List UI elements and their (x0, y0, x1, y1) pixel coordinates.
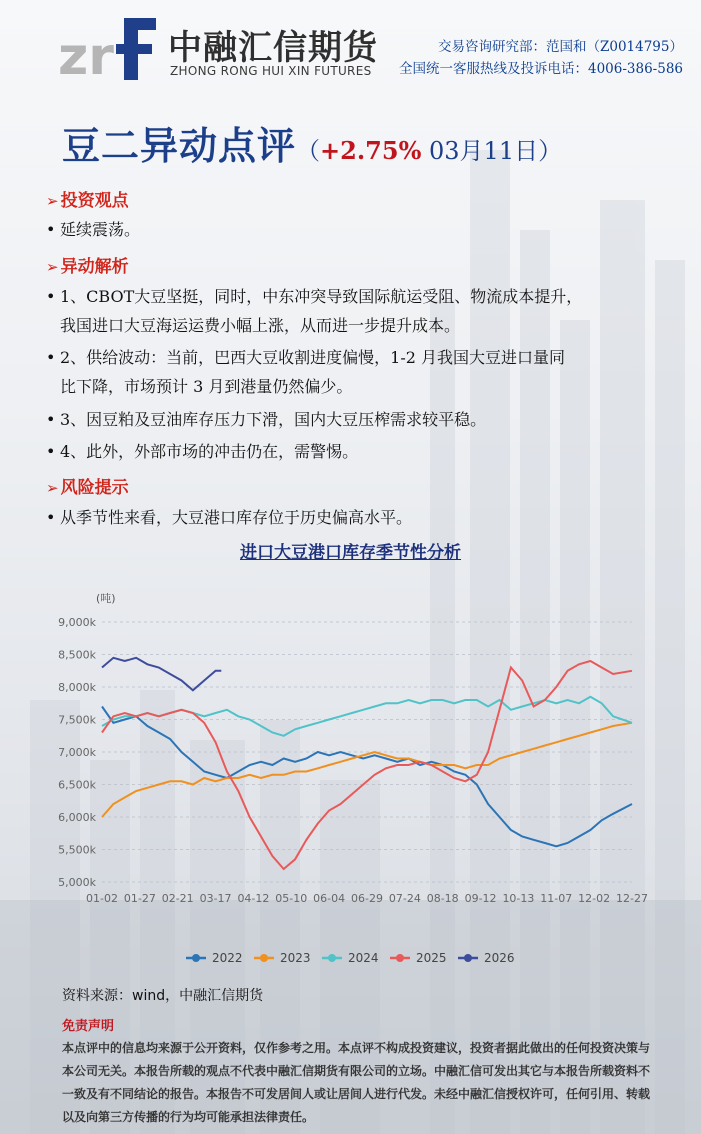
list-item (46, 504, 666, 532)
y-tick-label: 7,500k (58, 713, 96, 727)
series-line-2026 (102, 658, 221, 691)
section-analysis (46, 252, 129, 277)
y-tick-label: 7,000k (58, 746, 96, 759)
list-item (46, 216, 666, 244)
arrow-icon: ➢ (46, 192, 59, 210)
y-axis-unit-label: (吨) (96, 592, 116, 605)
legend-label-2024: 2024 (348, 951, 379, 965)
legend-label-2023: 2023 (280, 951, 311, 965)
series-line-2023 (102, 723, 632, 817)
list-item-text: 3、因豆粕及豆油库存压力下滑，国内大豆压榨需求较平稳。 (60, 410, 487, 429)
legend-label-2026: 2026 (484, 951, 515, 965)
y-tick-label: 9,000k (58, 616, 96, 629)
disclaimer-title: 免责声明 (62, 1019, 115, 1034)
y-tick-label: 5,500k (58, 843, 96, 857)
x-tick-label: 06-04 (313, 892, 346, 905)
title-main: 豆二异动点评 (62, 123, 297, 168)
x-tick-label: 07-24 (388, 892, 421, 905)
bullet-icon: • (46, 220, 56, 239)
y-tick-label: 8,500k (58, 648, 96, 662)
company-logo (58, 12, 378, 84)
section-investment-view (46, 186, 129, 211)
x-tick-label: 06-29 (351, 892, 383, 905)
section-title: 风险提示 (60, 478, 129, 498)
report-title (62, 115, 562, 170)
x-tick-label: 10-13 (502, 892, 535, 905)
disclaimer-text: 本点评中的信息均来源于公开资料，仅作参考之用。本点评不构成投资建议，投资者据此做出的任何投资决策与本公司无关。本报告所载的观点不代表中融汇信期货有限公司的立场。中融汇信可发出其它与本报告所载资料不一致及有不同结论的报告。本报告不可发居间人或让居间人进行代发。未经中融汇信授权许可，任何引用、转载以及向第三方传播的行为均可能承担法律责任。 (62, 1041, 651, 1124)
x-tick-label: 01-02 (86, 892, 118, 905)
section-title: 投资观点 (60, 191, 129, 211)
legend-label-2025: 2025 (416, 951, 447, 965)
x-tick-label: 03-17 (199, 892, 232, 905)
bullet-icon: • (46, 442, 56, 461)
title-date: 03月11日 (421, 137, 539, 165)
bullet-icon: • (46, 508, 56, 527)
list-item (46, 438, 666, 466)
hotline-contact: 全国统一客服热线及投诉电话：4006-386-586 (398, 61, 683, 77)
x-tick-label: 09-12 (464, 892, 497, 905)
list-item-continuation (46, 312, 666, 340)
legend-marker-2022 (192, 954, 200, 962)
x-tick-label: 01-27 (123, 892, 156, 905)
arrow-icon: ➢ (46, 479, 59, 497)
list-item-text: 2、供给波动：当前，巴西大豆收割进度偏慢，1-2 月我国大豆进口量同 (60, 348, 566, 367)
y-tick-label: 6,000k (58, 811, 96, 824)
data-source: 资料来源：wind，中融汇信期货 (62, 988, 264, 1004)
bullet-icon: • (46, 287, 56, 306)
bullet-icon: • (46, 410, 56, 429)
x-tick-label: 12-27 (616, 892, 648, 905)
title-paren-close: ） (538, 137, 563, 165)
title-paren-open: （ (296, 137, 321, 165)
title-change-percent: +2.75% (320, 136, 422, 165)
list-item-text: 4、此外，外部市场的冲击仍在，需警惕。 (60, 442, 359, 461)
y-tick-label: 6,500k (58, 778, 96, 792)
series-line-2024 (102, 697, 632, 736)
chart-title: 进口大豆港口库存季节性分析 (240, 543, 461, 563)
header (0, 0, 701, 100)
logo-chinese-name: 中融汇信期货 (168, 28, 378, 68)
bullet-icon: • (46, 348, 56, 367)
section-title: 异动解析 (60, 257, 129, 277)
x-tick-label: 12-02 (578, 892, 611, 905)
list-item-text: 延续震荡。 (60, 220, 141, 239)
series-line-2025 (102, 661, 632, 869)
list-item (46, 344, 666, 372)
list-item (46, 283, 666, 311)
list-item-text: 1、CBOT大豆坚挺，同时，中东冲突导致国际航运受阻、物流成本提升， (60, 287, 583, 306)
section-risk (46, 473, 129, 498)
contact-info (399, 36, 683, 80)
svg-text:zr: zr (58, 27, 114, 82)
list-item-text: 我国进口大豆海运运费小幅上涨，从而进一步提升成本。 (60, 316, 461, 335)
legend-marker-2024 (328, 954, 336, 962)
list-item-text: 从季节性来看，大豆港口库存位于历史偏高水平。 (60, 508, 413, 527)
zrhx-logo-mark-icon (58, 16, 158, 82)
series-line-2022 (102, 707, 632, 847)
legend-marker-2025 (396, 954, 404, 962)
y-tick-label: 5,000k (58, 876, 96, 889)
x-tick-label: 11-07 (540, 892, 573, 905)
x-tick-label: 02-21 (161, 892, 194, 905)
x-tick-label: 08-18 (426, 892, 459, 905)
legend-label-2022: 2022 (212, 951, 243, 965)
research-contact: 交易咨询研究部：范国和（Z0014795） (437, 39, 683, 55)
x-tick-label: 05-10 (275, 892, 308, 905)
list-item (46, 406, 666, 434)
logo-english-name: ZHONG RONG HUI XIN FUTURES (170, 64, 372, 78)
y-tick-label: 8,000k (58, 681, 96, 694)
x-tick-label: 04-12 (237, 892, 270, 905)
legend-marker-2023 (260, 954, 268, 962)
arrow-icon: ➢ (46, 258, 59, 276)
list-item-continuation (46, 373, 666, 401)
inventory-seasonal-chart (40, 580, 660, 980)
legend-marker-2026 (464, 954, 472, 962)
list-item-text: 比下降，市场预计 3 月到港量仍然偏少。 (60, 377, 353, 396)
